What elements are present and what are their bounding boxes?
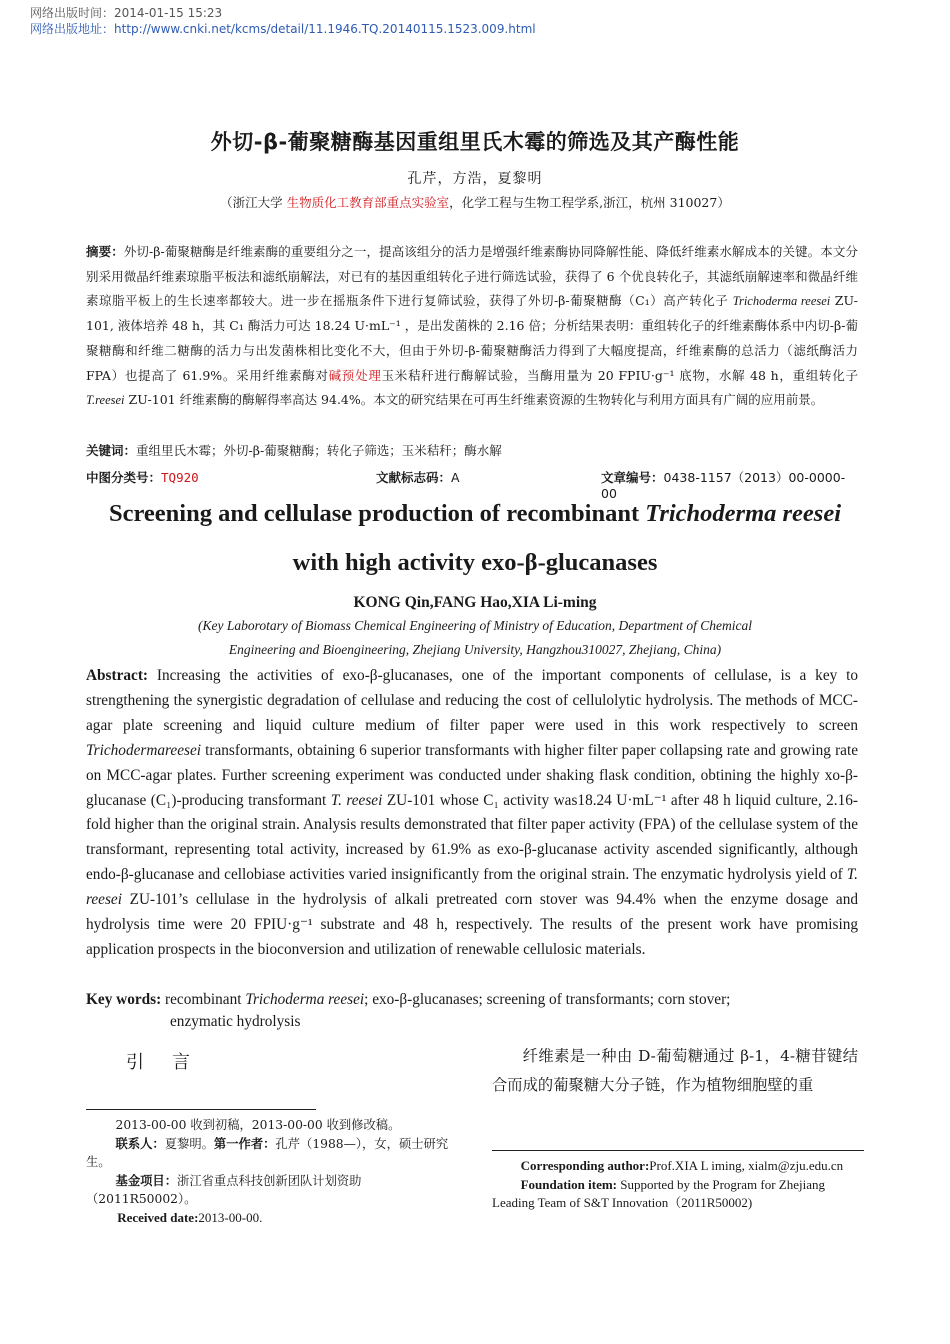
en-keywords-species: Trichoderma reesei — [245, 991, 365, 1008]
cn-abstract — [86, 240, 858, 413]
cn-abstract-species-2: T.reesei — [86, 393, 125, 408]
en-abstract-text-2: transformants, obtaining 6 superior transformants with higher filter paper collapsing rate and growing rate on MCC-agar plates. Further screening experiment was conducted under shaking flask condition, obtining the highly xo-β-glucanase (C₁)-producing transformant — [86, 741, 858, 809]
publish-url — [30, 20, 536, 37]
footnote-received: 2013-00-00 收到初稿，2013-00-00 收到修改稿。 — [115, 1118, 401, 1132]
footnote-received-en — [86, 1209, 458, 1228]
cn-abstract-text-3: 玉米秸秆进行酶解试验，当酶用量为 20 FPIU·g⁻¹ 底物，水解 48 h，重组转化子 — [381, 367, 858, 383]
publish-url-link[interactable]: http://www.cnki.net/kcms/detail/11.1946.TQ.20140115.1523.009.html — [114, 22, 536, 36]
footnote-corresponding — [492, 1157, 862, 1176]
fund-value: 浙江省重点科技创新团队计划资助（2011R50002）。 — [86, 1173, 362, 1206]
article-number-value: 0438-1157（2013）00-0000-00 — [601, 470, 846, 501]
en-abstract-text-4: ZU-101’s cellulase in the hydrolysis of alkali pretreated corn stover was 94.4% when the enzyme dosage and hydrolysis time were 20 FPIU·g⁻¹ substrate and 48 h, respectively. The results of the present work have promising application prospects in the bioconversion and utilization of renewable cellulosic materials. — [86, 891, 858, 958]
cn-affil-post: ，化学工程与生物工程学系,浙江，杭州 310027） — [449, 195, 730, 210]
en-keywords-line-2: enzymatic hydrolysis — [170, 1013, 301, 1030]
cn-abstract-highlight: 碱预处理 — [328, 367, 382, 383]
en-affil-line-1: (Key Laborotary of Biomass Chemical Engineering of Ministry of Education, Department of Chemical — [197, 618, 753, 633]
cn-affil-pre: （浙江大学 — [220, 195, 283, 210]
received-en-value: 2013-00-00. — [198, 1209, 263, 1225]
footnote-contact — [86, 1135, 458, 1172]
en-title-line-1 — [0, 500, 950, 528]
en-abstract-text-1: Increasing the activities of exo-β-glucanases, one of the important components of cellulase, is a key to strengthening the synergistic degradation of cellulase and reducing the cost of cellulolytic hydrolysis. The methods of MCC-agar plate screening and liquid culture medium of filter paper were used in this work respectively to screen — [86, 667, 858, 734]
cn-abstract-species-1: Trichoderma reesei — [732, 294, 831, 309]
cn-abstract-text-2: ZU-101, 液体培养 48 h，其 C₁ 酶活力可达 18.24 U·mL⁻¹ ，是出发菌株的 2.16 倍；分析结果表明：重组转化子的纤维素酶体系中内切-β-葡聚糖酶和纤维二糖酶的活力与出发菌株相比变化不大，但由于外切-β-葡聚糖酶活力得到了大幅度提高，纤维素酶的总活力（滤纸酶活力 FPA）也提高了 61.9%。采用纤维素酶对 — [86, 293, 858, 383]
intro-text: 纤维素是一种由 D-葡萄糖通过 β-1，4-糖苷键结合而成的葡聚糖大分子链，作为植物细胞壁的重 — [492, 1047, 858, 1094]
cn-affil-highlight: 生物质化工教育部重点实验室 — [286, 195, 450, 210]
en-affil-line-2: Engineering and Bioengineering, Zhejiang University, Hangzhou310027, Zhejiang, China) — [228, 642, 722, 657]
en-title-species: Trichoderma reesei — [645, 500, 842, 527]
article-number — [601, 468, 858, 501]
en-keywords-label: Key words: — [86, 991, 162, 1008]
cn-authors: 孔芹，方浩，夏黎明 — [407, 171, 543, 187]
en-abstract-species-3: T. reesei — [86, 866, 858, 909]
fund-label: 基金项目： — [115, 1173, 178, 1188]
cn-keywords-label: 关键词： — [86, 443, 137, 458]
en-abstract-species-2: T. reesei — [330, 791, 383, 809]
received-en-label: Received date: — [117, 1209, 199, 1225]
footnote-fund — [86, 1172, 458, 1209]
cn-affiliation — [0, 193, 950, 211]
publish-url-label: 网络出版地址： — [30, 22, 115, 36]
publish-time-value: 2014-01-15 15:23 — [114, 6, 223, 20]
en-title-text: Screening and cellulase production of recombinant — [108, 500, 646, 527]
en-abstract-label: Abstract: — [86, 667, 149, 684]
doc-label: 文献标志码： — [376, 470, 452, 485]
classification-row — [86, 468, 858, 501]
doc-value: A — [451, 470, 460, 485]
contact-value: 夏黎明。 — [164, 1136, 214, 1151]
cn-keywords-text: 重组里氏木霉；外切-β-葡聚糖酶；转化子筛选；玉米秸秆；酶水解 — [136, 443, 502, 458]
footnote-right — [492, 1157, 862, 1213]
intro-heading: 引言 — [126, 1052, 218, 1073]
publish-time-label: 网络出版时间： — [30, 6, 115, 20]
first-author-label: 第一作者： — [213, 1136, 276, 1151]
en-abstract-text-3: ZU-101 whose C₁ activity was18.24 U·mL⁻¹ after 48 h liquid culture, 2.16-fold higher than the original strain. Analysis results demonstrated that filter paper activity (FPA) of the cellulase system of the transformant, representing total activity, increased by 61.9% as exo-β-glucanase activity ascended significantly, although endo-β-glucanase and cellobiase activities varied insignificantly from the original strain. The enzymatic hydrolysis yield of — [86, 791, 858, 884]
en-keywords — [86, 988, 858, 1013]
contact-label: 联系人： — [115, 1136, 165, 1151]
article-number-label: 文章编号： — [601, 470, 664, 485]
foundation-value: Supported by the Program for Zhejiang Leading Team of S&T Innovation（2011R50002) — [492, 1176, 825, 1210]
footnote-foundation — [492, 1176, 862, 1213]
foundation-label: Foundation item: — [520, 1176, 618, 1192]
footnote-rule-left — [86, 1109, 316, 1110]
cn-abstract-label: 摘要： — [86, 244, 124, 259]
cn-title: 外切-β-葡聚糖酶基因重组里氏木霉的筛选及其产酶性能 — [210, 130, 740, 154]
cn-abstract-text-4: ZU-101 纤维素酶的酶解得率高达 94.4%。本文的研究结果在可再生纤维素资源的生物转化与利用方面具有广阔的应用前景。 — [124, 392, 824, 408]
en-authors: KONG Qin,FANG Hao,XIA Li-ming — [353, 594, 597, 611]
cn-keywords — [86, 439, 858, 464]
en-abstract-species-1: Trichodermareesei — [86, 741, 201, 759]
corr-value: Prof.XIA L iming, xialm@zju.edu.cn — [649, 1158, 844, 1173]
clc-value: TQ920 — [161, 470, 199, 485]
en-keywords-post: ; exo-β-glucanases; screening of transformants; corn stover; — [364, 991, 731, 1008]
en-abstract — [86, 664, 858, 963]
en-keywords-pre: recombinant — [161, 991, 246, 1008]
footnote-rule-right — [492, 1150, 864, 1151]
footnote-left — [86, 1116, 458, 1227]
clc-label: 中图分类号： — [86, 470, 162, 485]
first-author-value: 孔芹（1988—），女，硕士研究生。 — [86, 1136, 449, 1169]
en-title-line-2: with high activity exo-β-glucanases — [292, 549, 658, 576]
doc-code — [376, 468, 460, 486]
clc-code — [86, 468, 199, 486]
corr-label: Corresponding author: — [520, 1158, 650, 1173]
cn-abstract-text-1: 外切-β-葡聚糖酶是纤维素酶的重要组分之一，提高该组分的活力是增强纤维素酶协同降解性能、降低纤维素水解成本的关键。本文分别采用微晶纤维素琼脂平板法和滤纸崩解法，对已有的基因重组转化子进行筛选试验，获得了 6 个优良转化子，其滤纸崩解速率和微晶纤维素琼脂平板上的生长速率都较大。进一步在摇瓶条件下进行复筛试验，获得了外切-β-葡聚糖酶（C₁）高产转化子 — [86, 244, 858, 309]
publish-time — [30, 4, 222, 21]
